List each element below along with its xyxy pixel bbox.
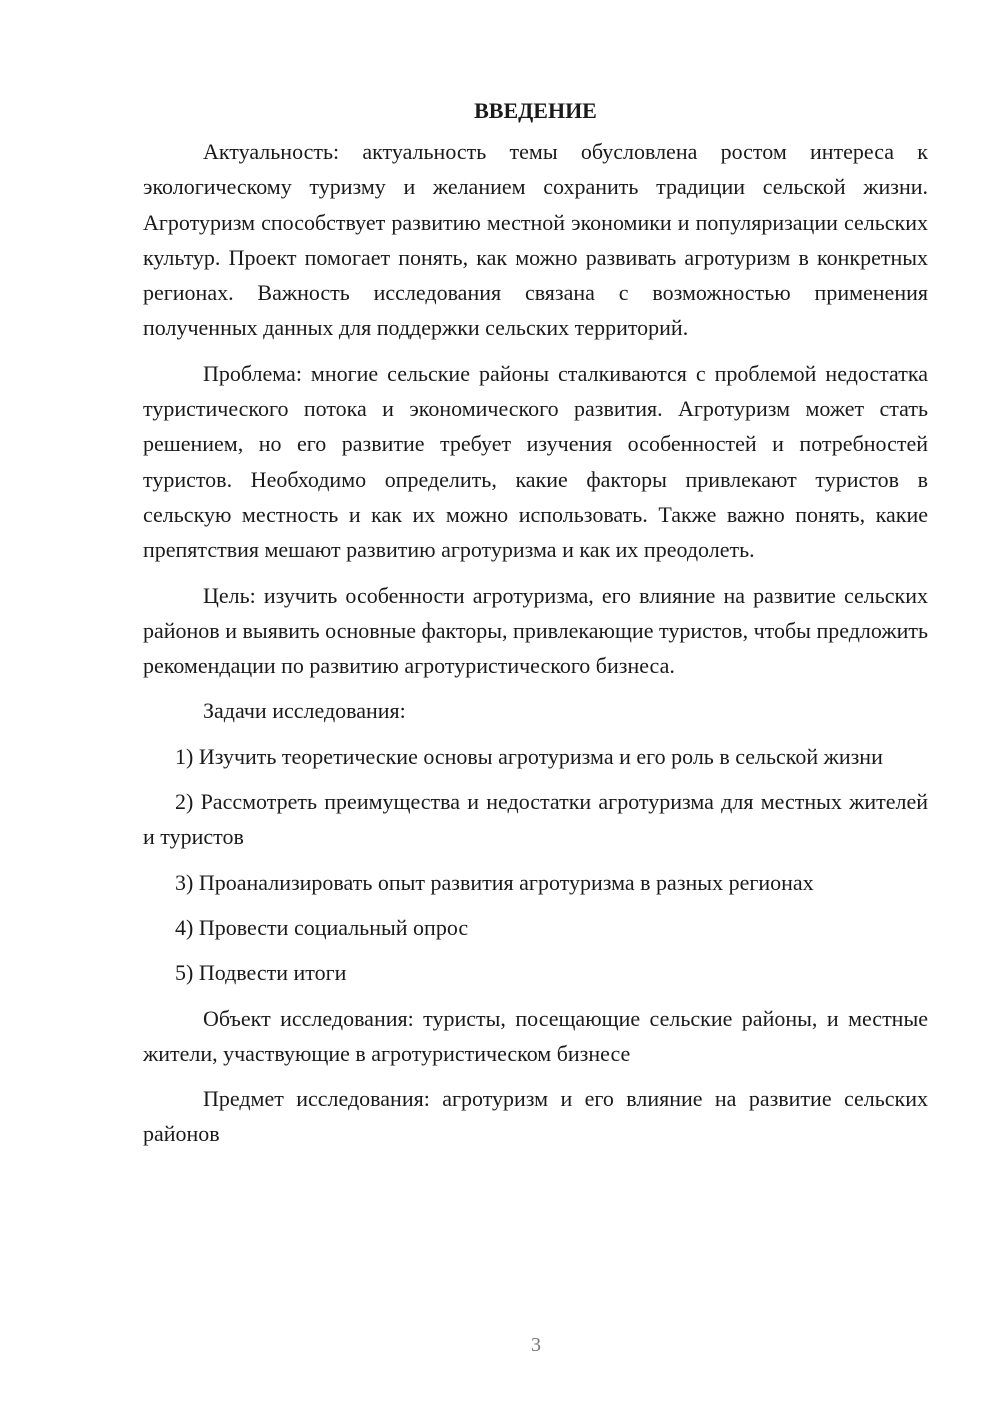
relevance-paragraph: Актуальность: актуальность темы обусловлена ростом интереса к экологическому туризму и желанием сохранить традиции сельской жизни. Агротуризм способствует развитию местной экономики и популяризации сельских культур. Проект помогает понять, как можно развивать агротуризм в конкретных регионах. Важность исследования связана с возможностью применения полученных данных для поддержки сельских территорий. <box>143 139 928 341</box>
page-number: 3 <box>531 1334 541 1356</box>
subject-paragraph: Предмет исследования: агротуризм и его влияние на развитие сельских районов <box>143 1086 928 1147</box>
goal-paragraph: Цель: изучить особенности агротуризма, его влияние на развитие сельских районов и выявить основные факторы, привлекающие туристов, чтобы предложить рекомендации по развитию агротуристического бизнеса. <box>143 582 928 679</box>
task-item: 1) Изучить теоретические основы агротуризма и его роль в сельской жизни <box>175 743 883 769</box>
task-item: 4) Провести социальный опрос <box>175 914 469 940</box>
task-item: 2) Рассмотреть преимущества и недостатки агротуризма для местных жителей и туристов <box>143 789 928 850</box>
task-item: 3) Проанализировать опыт развития агротуризма в разных регионах <box>175 869 814 895</box>
page-title: ВВЕДЕНИЕ <box>474 98 597 123</box>
tasks-heading: Задачи исследования: <box>203 698 406 724</box>
problem-paragraph: Проблема: многие сельские районы сталкиваются с проблемой недостатка туристического потока и экономического развития. Агротуризм может стать решением, но его развитие требует изучения особенностей и потребностей туристов. Необходимо определить, какие факторы привлекают туристов в сельскую местность и как их можно использовать. Также важно понять, какие препятствия мешают развитию агротуризма и как их преодолеть. <box>143 360 928 563</box>
task-item: 5) Подвести итоги <box>175 960 347 986</box>
page-content <box>143 92 928 1162</box>
object-paragraph: Объект исследования: туристы, посещающие сельские районы, и местные жители, участвующие в агротуристическом бизнесе <box>143 1005 928 1066</box>
